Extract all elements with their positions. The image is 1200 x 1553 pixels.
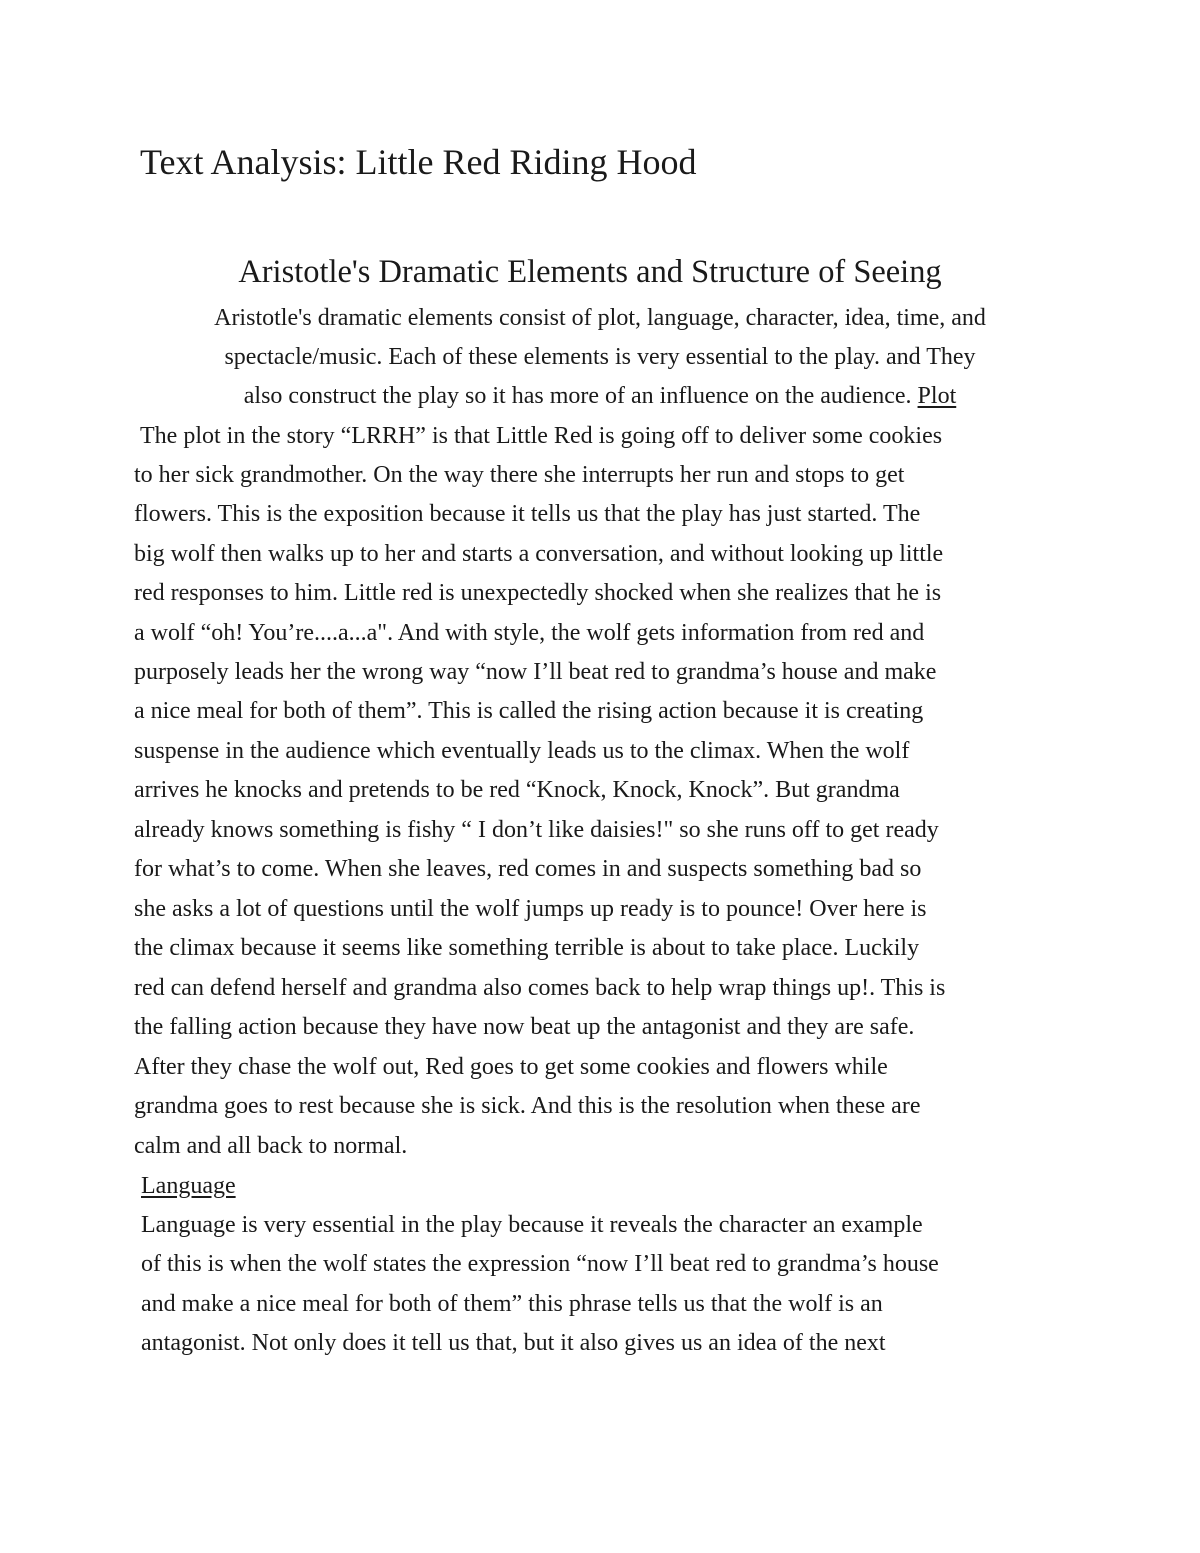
language-line: antagonist. Not only does it tell us that, but it also gives us an idea of the next <box>141 1330 886 1356</box>
plot-line: arrives he knocks and pretends to be red “Knock, Knock, Knock”. But grandma <box>134 777 900 803</box>
language-line: of this is when the wolf states the expression “now I’ll beat red to grandma’s house <box>141 1251 939 1277</box>
language-line: Language is very essential in the play because it reveals the character an example <box>141 1212 923 1238</box>
plot-line: purposely leads her the wrong way “now I’ll beat red to grandma’s house and make <box>134 659 937 685</box>
plot-line: to her sick grandmother. On the way there she interrupts her run and stops to get <box>134 462 905 488</box>
plot-line: The plot in the story “LRRH” is that Little Red is going off to deliver some cookies <box>140 423 943 449</box>
intro-line: spectacle/music. Each of these elements is very essential to the play. and They <box>224 344 976 370</box>
plot-line: suspense in the audience which eventually leads us to the climax. When the wolf <box>134 738 910 764</box>
plot-line: for what’s to come. When she leaves, red comes in and suspects something bad so <box>134 856 922 882</box>
language-heading: Language <box>141 1173 236 1199</box>
plot-line: red can defend herself and grandma also comes back to help wrap things up!. This is <box>134 975 946 1001</box>
plot-line: a nice meal for both of them”. This is called the rising action because it is creating <box>134 698 924 724</box>
plot-line: After they chase the wolf out, Red goes to get some cookies and flowers while <box>134 1054 888 1080</box>
intro-line <box>0 380 1200 412</box>
plot-line: the climax because it seems like something terrible is about to take place. Luckily <box>134 935 920 961</box>
intro-line: Aristotle's dramatic elements consist of plot, language, character, idea, time, and <box>214 305 986 331</box>
plot-line: already knows something is fishy “ I don’t like daisies!" so she runs off to get ready <box>134 817 939 843</box>
plot-line: a wolf “oh! You’re....a...a". And with style, the wolf gets information from red and <box>134 620 925 646</box>
intro-line-text: also construct the play so it has more of an influence on the audience. <box>243 383 918 409</box>
plot-line: she asks a lot of questions until the wolf jumps up ready is to pounce! Over here is <box>134 896 927 922</box>
document-title: Text Analysis: Little Red Riding Hood <box>140 142 697 182</box>
language-line: and make a nice meal for both of them” this phrase tells us that the wolf is an <box>141 1291 883 1317</box>
plot-line: grandma goes to rest because she is sick. And this is the resolution when these are <box>134 1093 921 1119</box>
plot-line: calm and all back to normal. <box>134 1133 408 1159</box>
plot-line: the falling action because they have now beat up the antagonist and they are safe. <box>134 1014 915 1040</box>
plot-line: flowers. This is the exposition because it tells us that the play has just started. The <box>134 501 921 527</box>
section-heading: Aristotle's Dramatic Elements and Structure of Seeing <box>238 254 942 290</box>
plot-line: big wolf then walks up to her and starts a conversation, and without looking up little <box>134 541 944 567</box>
plot-heading: Plot <box>917 383 957 409</box>
plot-line: red responses to him. Little red is unexpectedly shocked when she realizes that he is <box>134 580 942 606</box>
